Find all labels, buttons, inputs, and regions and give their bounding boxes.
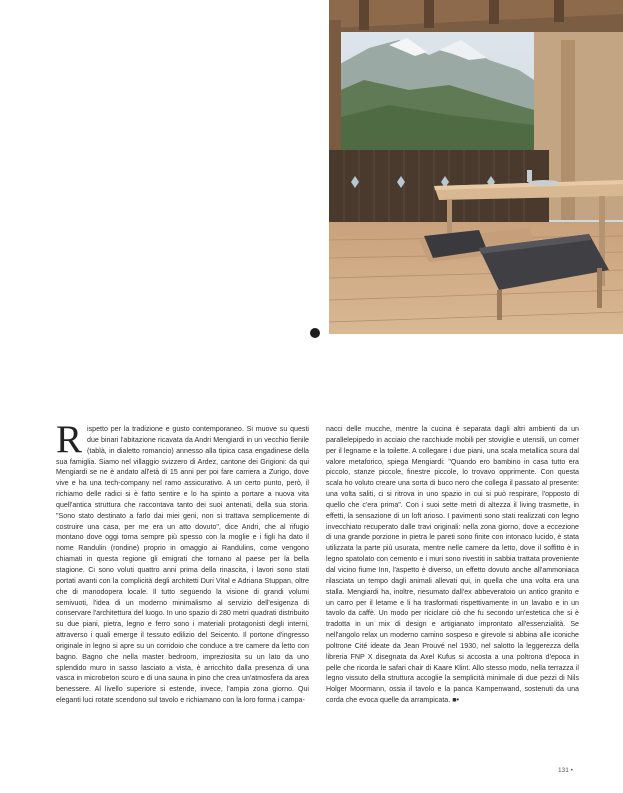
article-text-left: ispetto per la tradizione e gusto contemporaneo. Si muove su questi due binari l'abitazione ricavata da Andri Mengiardi in un vecchio fienile (tablà, in dialetto romancio) annesso alla tipica casa engadinese della sua famiglia. Siamo nel villaggio svizzero di Ardez, cantone dei Grigioni: da qui Mengiardi se ne è andato all'età di 15 anni per poi fare carriera a Zurigo, dove vive e ha una tech-company nel ramo assicurativo. A un certo punto, però, il richiamo delle radici si è fatto sentire e lo ha spinto a portare a nuova vita quell'antica struttura che raccontava tanto dei suoi antenati, della sua storia. "Sono stato destinato a farlo dai miei geni, non si trattava semplicemente di costruire una casa, per me era un atto dovuto", dice Andri, che al rifugio montano dove oggi torna sempre più spesso con la moglie e i figli ha dato il nome Randulin (rondine) proprio in omaggio ai Randulins, come vengono chiamati in questa regione gli emigrati che tornano al paese per la bella stagione. Ci sono voluti quattro anni prima della rinascita, i lavori sono stati portati avanti con la complicità degli architetti Duri Vital e Adriana Stuppan, oltre che di manodopera locale. Il tutto seguendo la visione di grandi volumi semivuoti, l'idea di un moderno minimalismo al servizio dell'esigenza di conservare l'architettura del luogo. In uno spazio di 280 metri quadrati distribuito su due piani, pietra, legno e ferro sono i materiali protagonisti degli interni, attraverso i quali emerge il tessuto edilizio del Seicento. Il portone d'ingresso originale in legno si apre su un corridoio che conduce a tre camere da letto con bagno. Bagno che nella master bedroom, impreziosita su un lato da uno splendido muro in sasso lasciato a vista, è arricchito dalla presenza di una vasca in microbeton scuro e di una sauna in pino che crea un'atmosfera da area benessere. Al livello superiore si estende, invece, l'ampia zona giorno. Qui eleganti luci rotate scendono sul tavolo e richiamano con la loro forma i campa- xyxy=(56,425,309,705)
drop-cap: R xyxy=(56,418,83,461)
end-mark: ■• xyxy=(452,696,459,705)
article-column-right xyxy=(326,424,579,706)
page-number: 131 • xyxy=(558,767,573,774)
article-text-right: nacci delle mucche, mentre la cucina è separata dagli altri ambienti da un parallelepipedo in acciaio che racchiude mobili per stoviglie e utensili, un corner per il legname e la toilette. A collegare i due piani, una scala metallica scura dal valore metaforico, spiega Mengiardi: "Quando ero bambino in casa tutto era piccolo, stanze piccole, finestre piccole, lo trovavo opprimente. Con questa scala ho voluto creare una sorta di buco nero che collega il passato al presente: una volta saliti, ci si ritrova in uno spazio in cui si può respirare, l'opposto di quello che c'era prima". Con i suoi sette metri di altezza il living trasmette, in effetti, la sensazione di un loft arioso. I pavimenti sono stati realizzati con legno invecchiato recuperato dalle travi originali: nella zona giorno, dove a eccezione di una grande porzione in pietra le pareti sono finite con intonaco lucido, è stata utilizzata la parte più usurata, mentre nelle camere da letto, dove il soffitto è in legno spatolato con cemento e i muri sono rivestiti in sabbia trattata proveniente dal vicino fiume Inn, l'aspetto è diverso, un effetto dovuto anche all'ammoniaca rilasciata un tempo dagli animali allevati qui, in quella che una volta era una stalla. Mengiardi ha, inoltre, riesumato dall'ex abbeveratoio un antico granito e un carro per il letame e li ha trasformati rispettivamente in un lavabo e in un tavolo da caffè. Un modo per riciclare ciò che fu secondo un'estetica che si è tradotta in un mix di design e artigianato improntato all'essenzialità. Se nell'angolo relax un moderno camino sospeso e girevole si abbina alle iconiche poltrone Cité ideate da Jean Prouvé nel 1930, nel salotto la leggerezza della libreria FNP X disegnata da Axel Kufus si accosta a una poltrona d'epoca in pelle che ricorda le safari chair di Kaare Klint. Allo stesso modo, nella terrazza il legno vissuto della struttura accoglie la semplicità minimale di due pezzi di Nils Holger Moormann, ossia il tavolo e la panca Kampenwand, sostenuti da una corda che evoca quelle da arrampicata. xyxy=(326,425,579,705)
section-bullet-icon xyxy=(310,328,320,338)
article-column-left xyxy=(56,418,309,706)
terrace-photo xyxy=(329,0,623,334)
